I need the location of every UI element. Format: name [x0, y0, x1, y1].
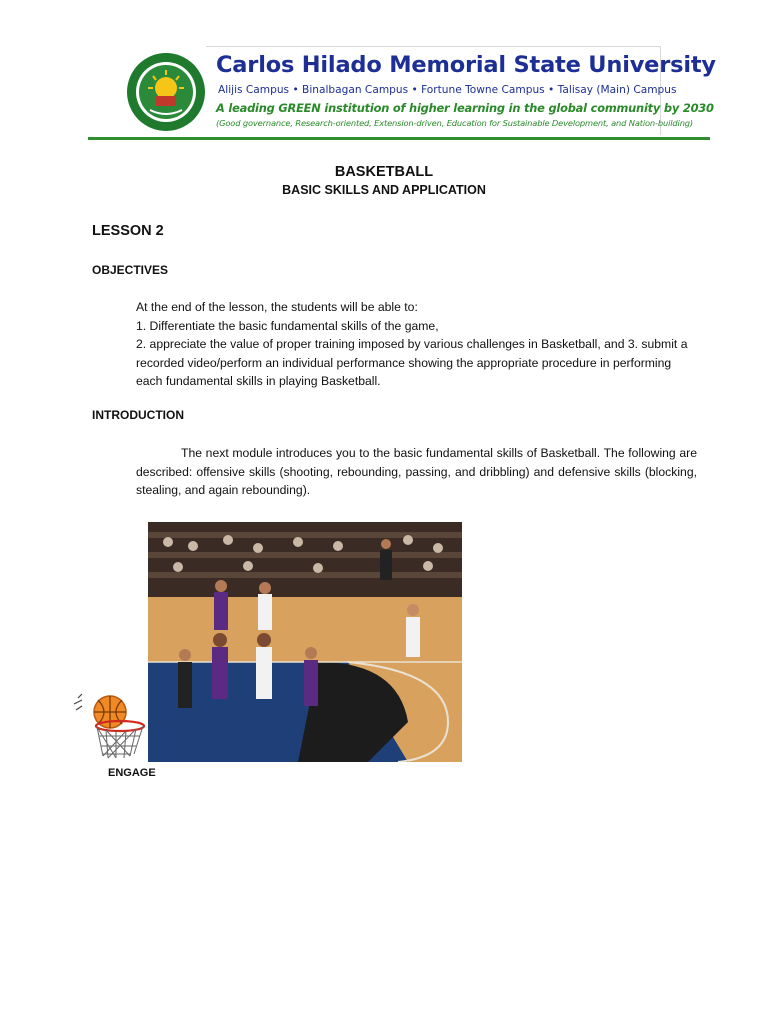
introduction-paragraph: [136, 444, 697, 500]
introduction-text: The next module introduces you to the basic fundamental skills of Basketball. The following are described: offensive skills (shooting, rebounding, passing, and dribbling) and defensive skills (blocking, stealing, and again rebounding).: [136, 446, 697, 498]
tagline: A leading GREEN institution of higher learning in the global community by 2030: [216, 101, 714, 115]
engage-label: ENGAGE: [108, 767, 156, 779]
introduction-heading: INTRODUCTION: [92, 408, 184, 422]
objective-line: 2. appreciate the value of proper training imposed by various challenges in Basketball, and 3. submit a: [136, 337, 688, 352]
objective-line: recorded video/perform an individual performance showing the appropriate procedure in performing: [136, 355, 672, 370]
basketball-hoop-icon: [70, 690, 150, 762]
campus-list: Alijis Campus • Binalbagan Campus • Fortune Towne Campus • Talisay (Main) Campus: [218, 84, 677, 96]
objective-line: each fundamental skills in playing Basketball.: [136, 374, 381, 389]
objectives-text: [136, 298, 706, 391]
header-divider: [88, 137, 710, 140]
lesson-heading: LESSON 2: [92, 223, 164, 239]
university-name: Carlos Hilado Memorial State University: [216, 52, 716, 78]
tagline-subtext: (Good governance, Research-oriented, Extension-driven, Education for Sustainable Development, and Nation-building): [216, 118, 694, 128]
basketball-game-photo: [148, 522, 462, 762]
document-title: BASKETBALL: [334, 164, 434, 180]
university-header: [88, 44, 716, 140]
objective-line: 1. Differentiate the basic fundamental skills of the game,: [136, 318, 439, 333]
objective-line: At the end of the lesson, the students will be able to:: [136, 300, 418, 314]
university-seal-icon: [126, 52, 206, 132]
document-subtitle: BASIC SKILLS AND APPLICATION: [282, 183, 486, 197]
objectives-heading: OBJECTIVES: [92, 263, 169, 277]
